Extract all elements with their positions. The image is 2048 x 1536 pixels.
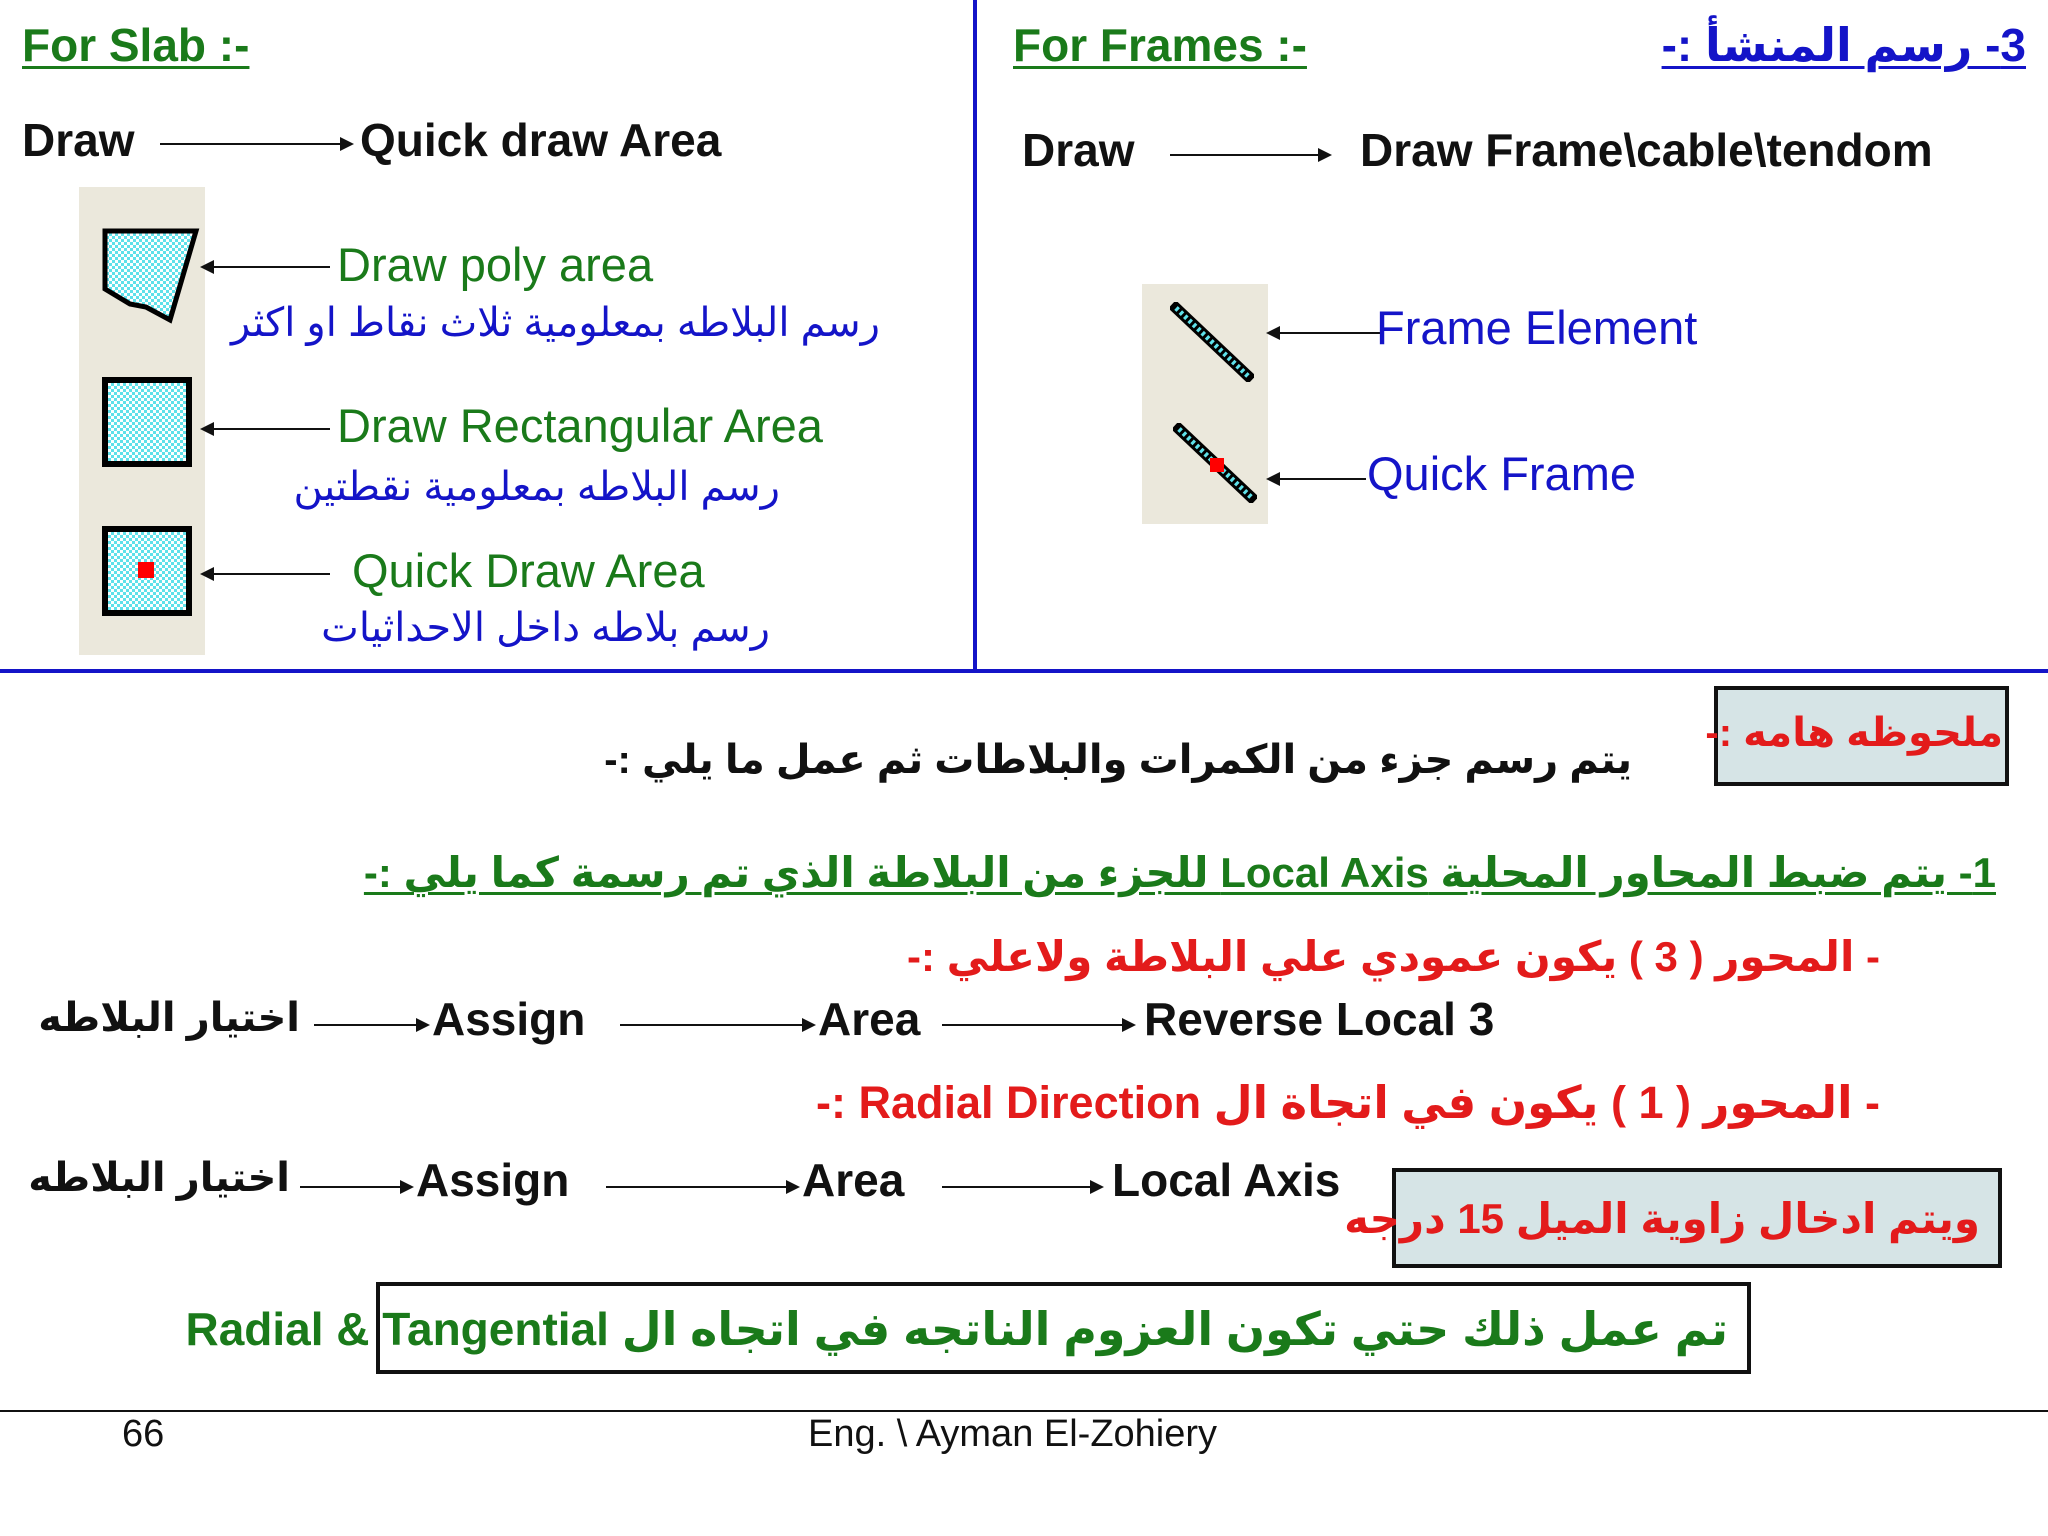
path1-assign: Assign: [432, 993, 586, 1045]
poly-area-desc: رسم البلاطه بمعلومية ثلاث نقاط او اكثر: [231, 301, 880, 345]
frames-heading: For Frames :-: [1013, 19, 1307, 71]
poly-area-icon[interactable]: [100, 227, 200, 327]
path1-select-slab: اختيار البلاطه: [38, 996, 300, 1040]
frames-draw-arrow: [1170, 154, 1330, 156]
rect-area-label: Draw Rectangular Area: [337, 399, 823, 452]
path2-arrow-2: [606, 1186, 798, 1188]
axis1-text: - المحور ( 1 ) يكون في اتجاة ال Radial Direction :-: [816, 1077, 1880, 1128]
angle-note: ويتم ادخال زاوية الميل 15 درجه: [1344, 1195, 1980, 1242]
step1-heading: 1- يتم ضبط المحاور المحلية Local Axis للجزء من البلاطة الذي تم رسمة كما يلي :-: [363, 849, 1996, 896]
frames-draw-label: Draw: [1022, 124, 1135, 176]
path2-area: Area: [802, 1154, 905, 1206]
note-title: ملحوظه هامه :-: [1705, 711, 2003, 755]
slab-quick-draw-area: Quick draw Area: [360, 114, 722, 166]
footer-rule: [0, 1410, 2048, 1412]
rect-area-desc: رسم البلاطه بمعلومية نقطتين: [293, 465, 780, 509]
path1-area: Area: [818, 993, 921, 1045]
rect-area-arrow: [202, 428, 330, 430]
quick-area-desc: رسم بلاطه داخل الاحداثيات: [321, 606, 770, 650]
frames-menu-path: Draw Frame\cable\tendom: [1360, 124, 1933, 176]
slab-draw-label: Draw: [22, 114, 135, 166]
frame-element-icon[interactable]: [1170, 302, 1254, 382]
quick-frame-label: Quick Frame: [1367, 447, 1636, 500]
rect-area-icon[interactable]: [102, 377, 192, 467]
quick-frame-arrow: [1268, 478, 1366, 480]
note-text: يتم رسم جزء من الكمرات والبلاطات ثم عمل ما يلي :-: [604, 738, 1632, 782]
path1-arrow-3: [942, 1024, 1134, 1026]
frame-element-label: Frame Element: [1376, 301, 1698, 354]
vertical-divider: [973, 0, 977, 670]
path1-arrow-2: [620, 1024, 814, 1026]
conclusion-text: تم عمل ذلك حتي تكون العزوم الناتجه في اتجاه ال Radial & Tangential: [185, 1303, 1728, 1355]
quick-frame-icon[interactable]: [1173, 423, 1257, 503]
poly-area-arrow: [202, 266, 330, 268]
page-number: 66: [122, 1413, 165, 1455]
slab-heading: For Slab :-: [22, 19, 250, 71]
author: Eng. \ Ayman El-Zohiery: [808, 1413, 1218, 1455]
quick-area-icon[interactable]: [102, 526, 192, 616]
quick-area-label: Quick Draw Area: [352, 544, 705, 597]
section-title: 3- رسم المنشأ :-: [1661, 19, 2026, 71]
poly-area-label: Draw poly area: [337, 238, 654, 291]
axis3-text: - المحور ( 3 ) يكون عمودي علي البلاطة ولاعلي :-: [907, 933, 1880, 980]
slab-draw-arrow: [160, 143, 352, 145]
path2-select-slab: اختيار البلاطه: [28, 1156, 290, 1200]
path2-local-axis: Local Axis: [1112, 1154, 1341, 1206]
horizontal-divider: [0, 669, 2048, 673]
path1-arrow-1: [314, 1024, 428, 1026]
path2-arrow-3: [942, 1186, 1102, 1188]
path1-reverse-local: Reverse Local 3: [1144, 993, 1495, 1045]
frame-element-arrow: [1268, 332, 1382, 334]
path2-arrow-1: [300, 1186, 412, 1188]
path2-assign: Assign: [416, 1154, 570, 1206]
quick-area-arrow: [202, 573, 330, 575]
